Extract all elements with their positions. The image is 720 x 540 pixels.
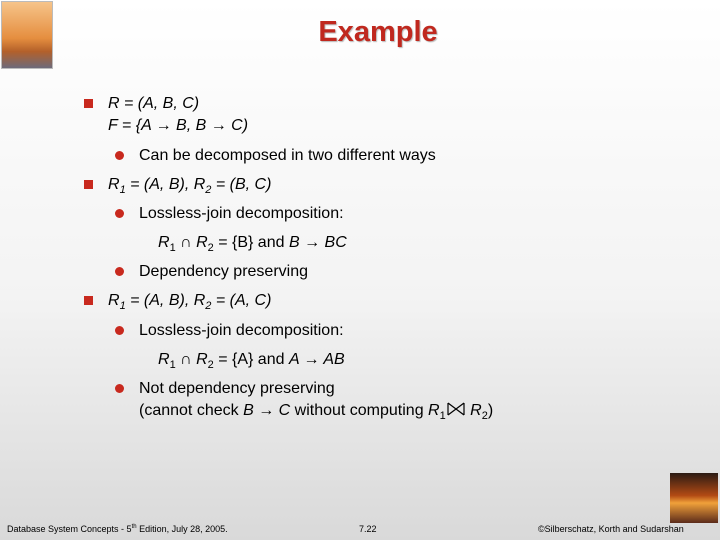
- not-dependency-preserving-label: Not dependency preserving: [139, 380, 335, 397]
- bullet-circle-icon: [115, 384, 124, 393]
- sunset-logo: [670, 473, 718, 523]
- decomposition-1: $R_1 = (A$, B), $R_2 = (B$, C): [108, 176, 272, 197]
- footer-book-title: Database System Concepts - 5th Edition, July 28, 2005.: [7, 524, 228, 534]
- bullet-square-icon: [84, 296, 93, 305]
- natural-join-icon: [446, 401, 466, 417]
- bullet-square-icon: [84, 99, 93, 108]
- lossless-join-label: Lossless-join decomposition:: [139, 322, 344, 339]
- intersection-equation: $R_1$ ∩ $R_2 = \{B\}$ and B → BC: [158, 234, 347, 255]
- bullet-circle-icon: [115, 151, 124, 160]
- page-number: 7.22: [359, 524, 377, 534]
- decomposition-2: $R_1 = (A$, B), $R_2 = (A$, C): [108, 292, 272, 313]
- bullet-square-icon: [84, 180, 93, 189]
- bullet-circle-icon: [115, 209, 124, 218]
- bullet-circle-icon: [115, 326, 124, 335]
- cannot-check-note: (cannot check B → C without computing $R_1$ $R_2$): [139, 402, 494, 423]
- functional-dependencies: F = {A → B, B → C): [108, 117, 249, 134]
- lossless-join-label: Lossless-join decomposition:: [139, 205, 344, 222]
- footer-copyright: ©Silberschatz, Korth and Sudarshan: [538, 524, 684, 534]
- slide-title: Example: [318, 16, 438, 48]
- decomposition-note: Can be decomposed in two different ways: [139, 147, 436, 164]
- intersection-equation: $R_1$ ∩ $R_2 = \{A\}$ and A → AB: [158, 351, 345, 372]
- bullet-circle-icon: [115, 267, 124, 276]
- relation-schema: R = (A, B, C): [108, 95, 200, 112]
- dependency-preserving-label: Dependency preserving: [139, 263, 308, 280]
